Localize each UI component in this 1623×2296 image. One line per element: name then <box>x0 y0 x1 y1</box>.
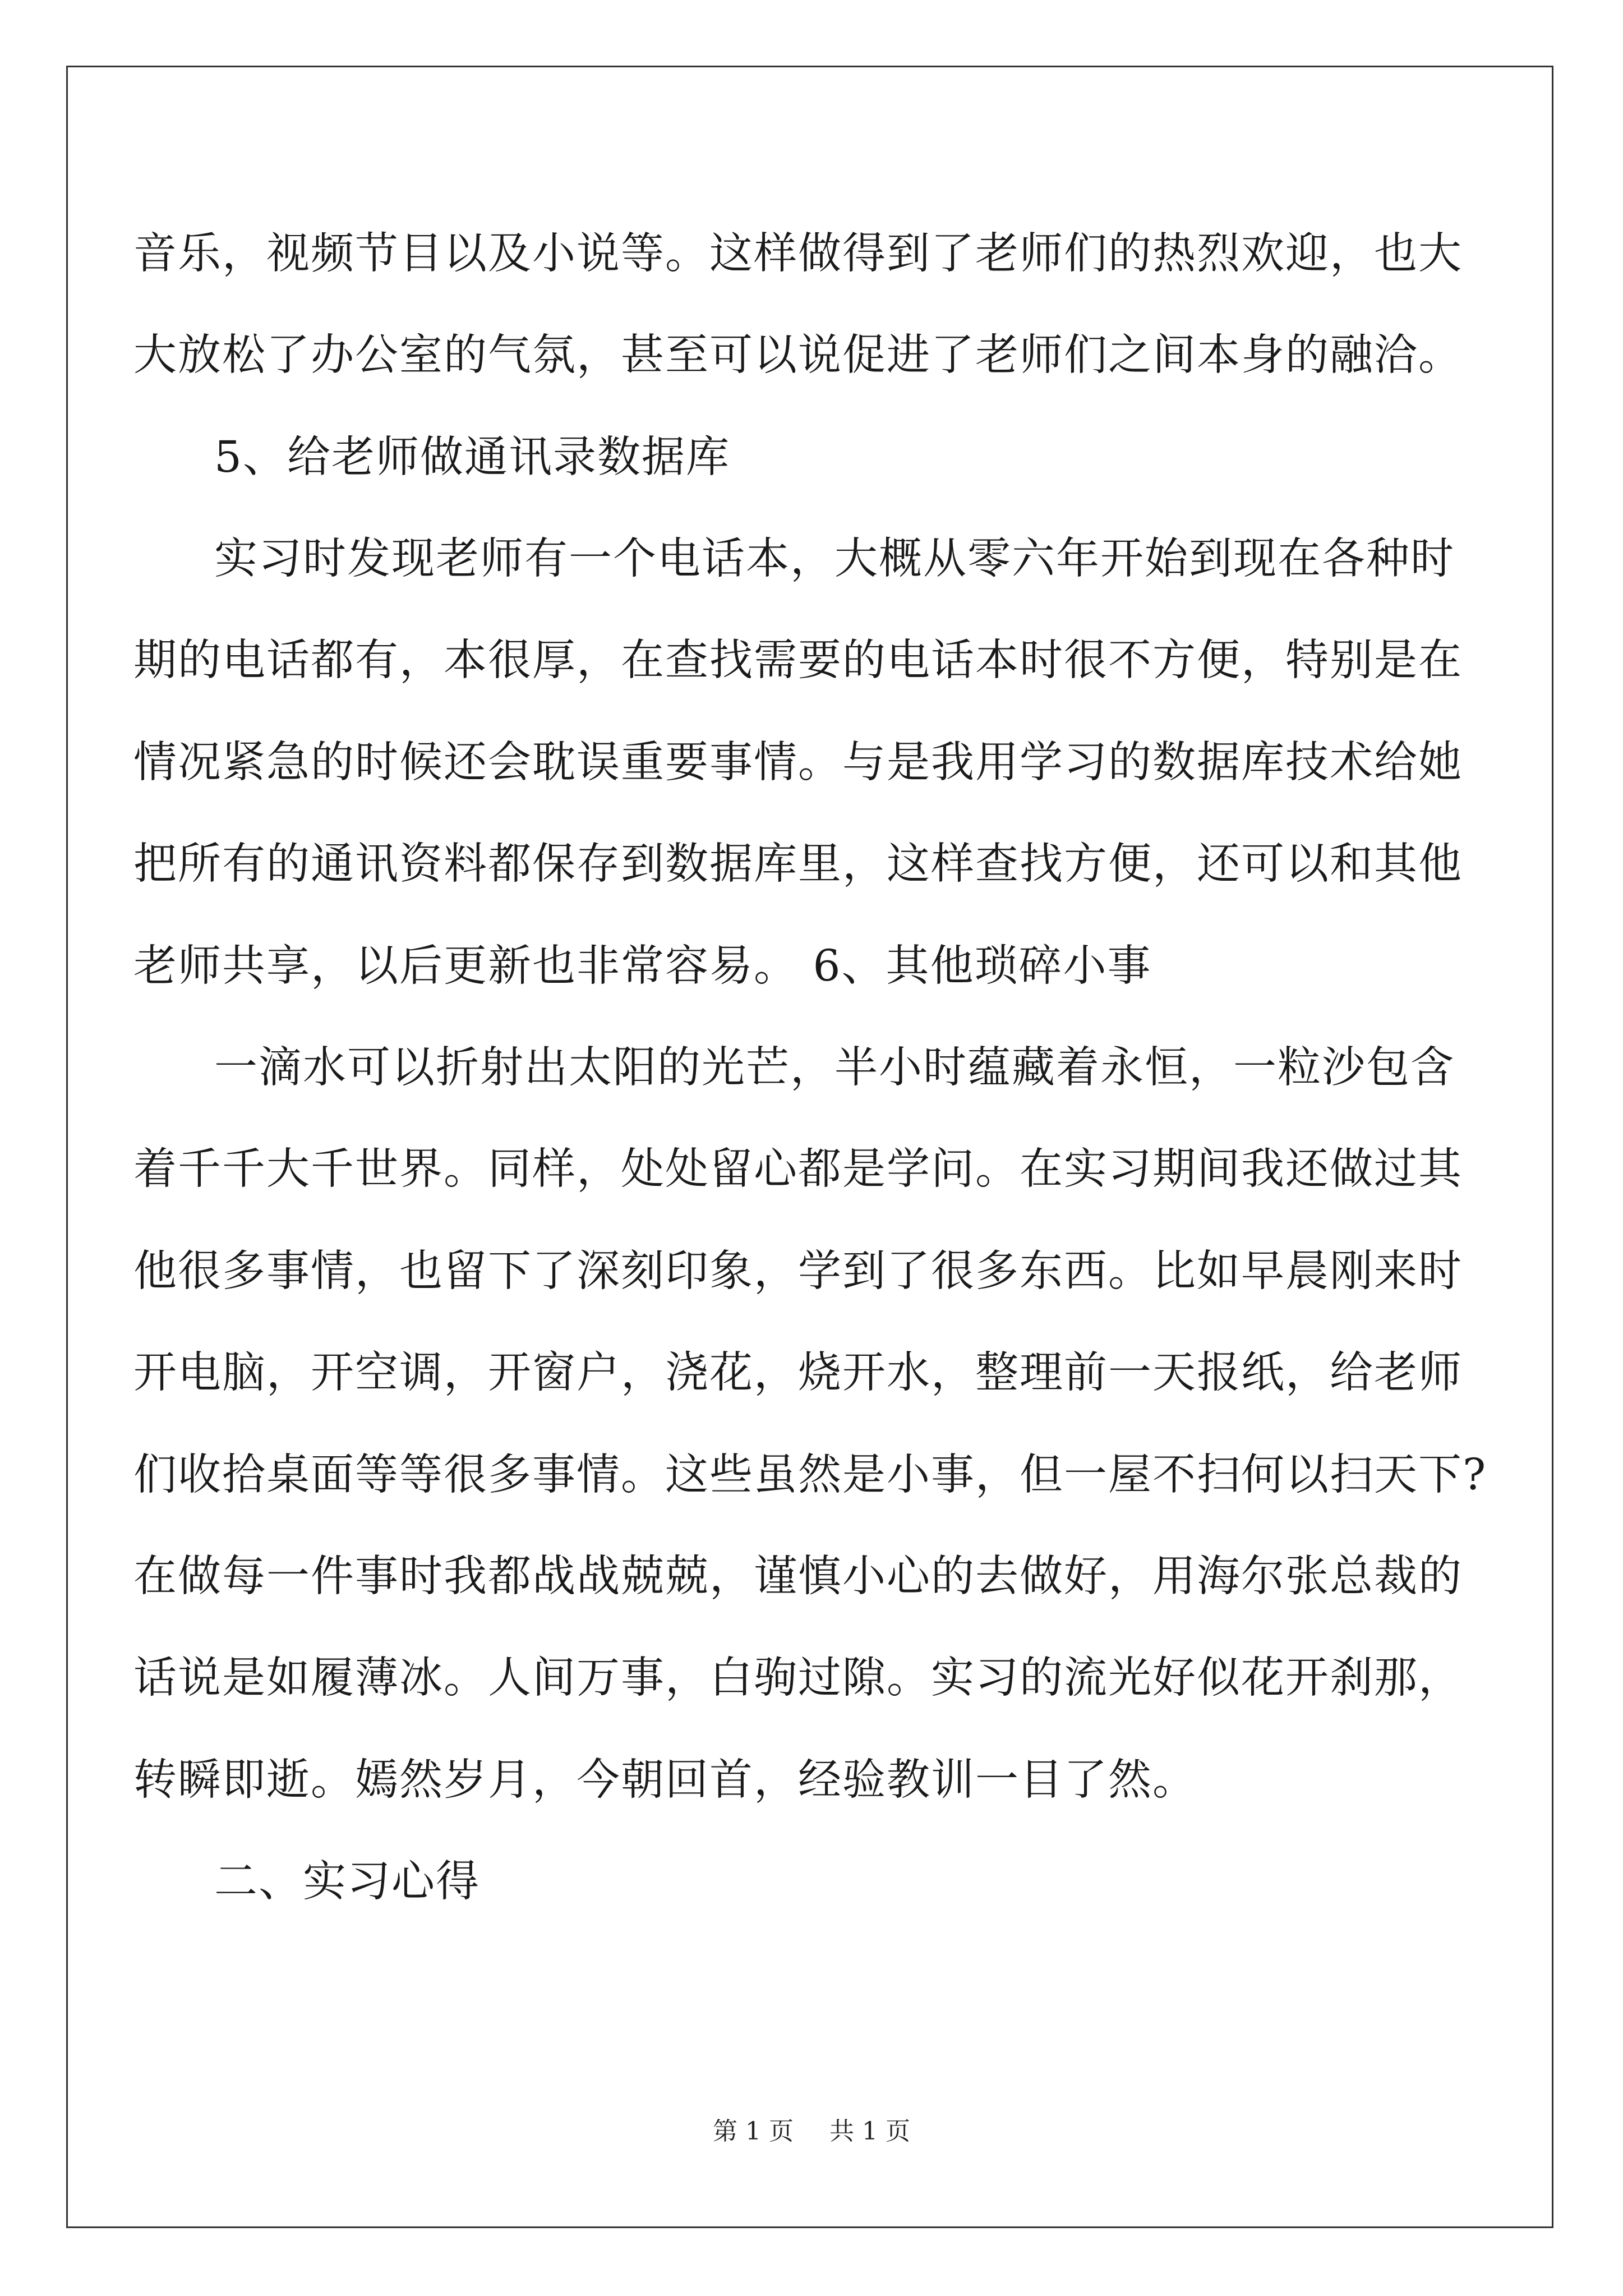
text-line: 他很多事情，也留下了深刻印象，学到了很多东西。比如早晨刚来时 <box>133 1246 1463 1296</box>
text-line: 着千千大千世界。同样，处处留心都是学问。在实习期间我还做过其 <box>133 1144 1463 1194</box>
text-line: 情况紧急的时候还会耽误重要事情。与是我用学习的数据库技术给她 <box>133 738 1463 788</box>
text-line: 音乐，视频节目以及小说等。这样做得到了老师们的热烈欢迎，也大 <box>133 229 1463 279</box>
paragraph-start: 一滴水可以折射出太阳的光芒，半小时蕴藏着永恒，一粒沙包含 <box>214 1043 1455 1093</box>
text-line: 话说是如履薄冰。人间万事，白驹过隙。实习的流光好似花开刹那， <box>133 1653 1463 1703</box>
text-line: 在做每一件事时我都战战兢兢，谨慎小心的去做好，用海尔张总裁的 <box>133 1552 1463 1602</box>
text-line: 老师共享，以后更新也非常容易。 6、其他琐碎小事 <box>133 941 1152 991</box>
text-line: 期的电话都有，本很厚，在查找需要的电话本时很不方便，特别是在 <box>133 636 1463 685</box>
page-total: 共 1 页 <box>829 2117 910 2146</box>
text-line: 把所有的通讯资料都保存到数据库里，这样查找方便，还可以和其他 <box>133 839 1463 889</box>
paragraph-start: 实习时发现老师有一个电话本，大概从零六年开始到现在各种时 <box>214 534 1455 584</box>
text-line: 大放松了办公室的气氛，甚至可以说促进了老师们之间本身的融洽。 <box>133 330 1463 380</box>
page-number: 第 1 页 <box>713 2117 794 2146</box>
text-line: 开电脑，开空调，开窗户，浇花，烧开水，整理前一天报纸，给老师 <box>133 1348 1463 1398</box>
text-line: 们收拾桌面等等很多事情。这些虽然是小事，但一屋不扫何以扫天下? <box>133 1450 1487 1500</box>
section-heading-2: 二、实习心得 <box>214 1857 480 1907</box>
section-heading-5: 5、给老师做通讯录数据库 <box>214 432 730 482</box>
page-footer <box>0 2115 1623 2148</box>
text-line: 转瞬即逝。嫣然岁月，今朝回首，经验教训一目了然。 <box>133 1755 1197 1805</box>
